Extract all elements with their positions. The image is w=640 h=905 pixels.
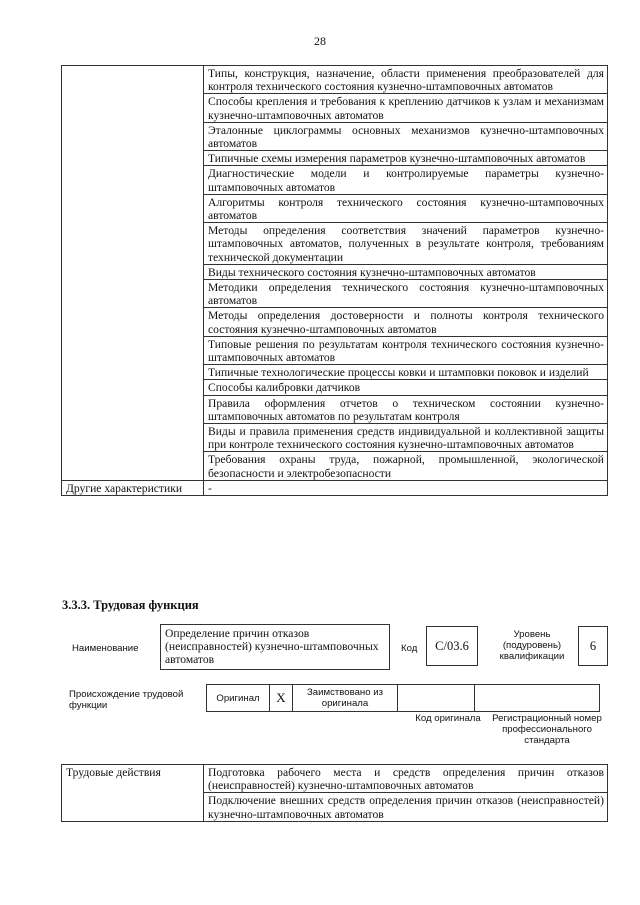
registration-number-cell (475, 685, 600, 712)
function-code-box: C/03.6 (426, 626, 478, 666)
knowledge-label-cell (62, 66, 204, 481)
knowledge-item: Алгоритмы контроля технического состояния кузнечно-штамповочных автоматов (204, 194, 608, 222)
knowledge-item: Правила оформления отчетов о техническом состоянии кузнечно-штамповочных автоматов по результатам контроля (204, 395, 608, 423)
labor-actions-label: Трудовые действия (62, 765, 204, 822)
labor-action-item: Подготовка рабочего места и средств определения причин отказов (неисправностей) кузнечно-штамповочных автоматов (204, 765, 608, 793)
level-label: Уровень (подуровень) квалификации (499, 629, 565, 662)
knowledge-item: Требования охраны труда, пожарной, промышленной, экологической безопасности и электробезопасности (204, 452, 608, 480)
function-name-box: Определение причин отказов (неисправностей) кузнечно-штамповочных автоматов (160, 624, 390, 670)
other-characteristics-value: - (204, 480, 608, 495)
code-original-caption: Код оригинала (415, 713, 481, 724)
table-row (62, 66, 608, 94)
original-mark-cell: X (270, 685, 293, 712)
knowledge-item: Типовые решения по результатам контроля технического состояния кузнечно-штамповочных автоматов (204, 336, 608, 364)
table-row (62, 480, 608, 495)
knowledge-item: Методы определения достоверности и полноты контроля технического состояния кузнечно-штамповочных автоматов (204, 308, 608, 336)
knowledge-item: Типы, конструкция, назначение, области применения преобразователей для контроля технического состояния кузнечно-штамповочных автоматов (204, 66, 608, 94)
page-number: 28 (314, 34, 326, 48)
knowledge-item: Способы калибровки датчиков (204, 380, 608, 395)
qualification-level-box: 6 (578, 626, 608, 666)
labor-action-item: Подключение внешних средств определения причин отказов (неисправностей) кузнечно-штамповочных автоматов (204, 793, 608, 821)
original-code-cell (398, 685, 475, 712)
knowledge-item: Диагностические модели и контролируемые параметры кузнечно-штамповочных автоматов (204, 166, 608, 194)
table-row (62, 765, 608, 793)
knowledge-item: Методы определения соответствия значений параметров кузнечно-штамповочных автоматов, полученных в результате контроля, требованиям технической документации (204, 223, 608, 265)
knowledge-item: Способы крепления и требования к креплению датчиков к узлам и механизмам кузнечно-штамповочных автоматов (204, 94, 608, 122)
code-label: Код (401, 643, 418, 654)
knowledge-item: Методики определения технического состояния кузнечно-штамповочных автоматов (204, 280, 608, 308)
original-label-cell: Оригинал (207, 685, 270, 712)
required-knowledge-table (61, 65, 608, 496)
borrowed-label-cell: Заимствовано из оригинала (293, 685, 398, 712)
name-label: Наименование (72, 643, 139, 654)
knowledge-item: Типичные технологические процессы ковки и штамповки поковок и изделий (204, 365, 608, 380)
knowledge-item: Типичные схемы измерения параметров кузнечно-штамповочных автоматов (204, 151, 608, 166)
origin-label: Происхождение трудовой функции (69, 689, 184, 711)
knowledge-item: Виды технического состояния кузнечно-штамповочных автоматов (204, 264, 608, 279)
registration-caption: Регистрационный номер профессионального стандарта (492, 713, 602, 746)
knowledge-item: Виды и правила применения средств индивидуальной и коллективной защиты при контроле технического состояния кузнечно-штамповочных автоматов (204, 424, 608, 452)
other-characteristics-label: Другие характеристики (62, 480, 204, 495)
knowledge-item: Эталонные циклограммы основных механизмов кузнечно-штамповочных автоматов (204, 122, 608, 150)
section-title: 3.3.3. Трудовая функция (62, 598, 199, 612)
labor-actions-table (61, 764, 608, 822)
origin-table (206, 684, 600, 712)
